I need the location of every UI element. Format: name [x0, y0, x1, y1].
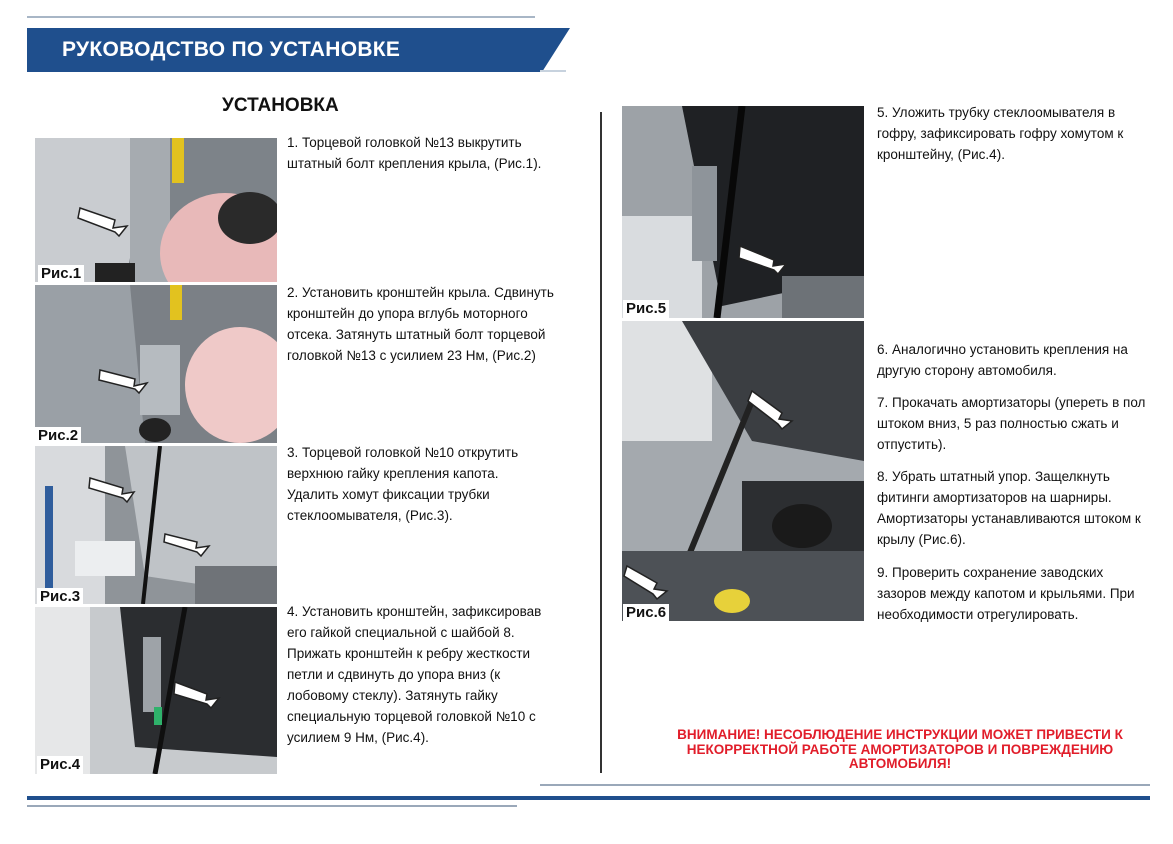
figure-1-caption: Рис.1: [38, 265, 84, 283]
step-6: [877, 339, 1128, 381]
step-4-line: Прижать кронштейн к ребру жесткости: [287, 646, 531, 661]
step-1: [287, 132, 541, 174]
figure-3-caption: Рис.3: [37, 588, 83, 606]
step-2: [287, 282, 554, 366]
footer-stripe-main: [27, 796, 1150, 800]
step-9: [877, 562, 1135, 625]
step-9-line: 9. Проверить сохранение заводских: [877, 565, 1104, 580]
figure-1-photo: [35, 138, 277, 282]
step-3-line: стеклоомывателя, (Рис.3).: [287, 508, 453, 523]
figure-4-image: [35, 607, 277, 774]
figure-2-caption: Рис.2: [35, 427, 81, 445]
step-7: [877, 392, 1145, 455]
figure-5-image: [622, 106, 864, 318]
step-2-line: отсека. Затянуть штатный болт торцевой: [287, 327, 546, 342]
figure-6-image: [622, 321, 864, 621]
figure-3-image: [35, 446, 277, 604]
header-top-line-2: [125, 16, 535, 18]
step-4-line: усилием 9 Нм, (Рис.4).: [287, 730, 429, 745]
step-3: [287, 442, 518, 526]
figure-5-caption: Рис.5: [623, 300, 669, 318]
figure-6-caption: Рис.6: [623, 604, 669, 622]
step-4-line: петли и сдвинуть до упора вниз (к: [287, 667, 501, 682]
step-5: [877, 102, 1123, 165]
footer-stripe-upper: [540, 784, 1150, 786]
section-title: УСТАНОВКА: [222, 95, 339, 116]
step-6-line: 6. Аналогично установить крепления на: [877, 342, 1128, 357]
warning-notice: [650, 728, 1150, 772]
step-6-line: другую сторону автомобиля.: [877, 363, 1057, 378]
column-divider: [600, 112, 602, 773]
step-8-line: фитинги амортизаторов на шарниры.: [877, 490, 1112, 505]
figure-4-photo: [35, 607, 277, 774]
step-2-line: кронштейн до упора вглубь моторного: [287, 306, 528, 321]
step-3-line: верхнюю гайку крепления капота.: [287, 466, 499, 481]
step-4-line: специальную торцевой головкой №10 с: [287, 709, 536, 724]
step-8-line: 8. Убрать штатный упор. Защелкнуть: [877, 469, 1110, 484]
footer-stripe-lower: [27, 805, 517, 807]
warning-line: НЕКОРРЕКТНОЙ РАБОТЕ АМОРТИЗАТОРОВ И ПОВРЕЖДЕНИЮ: [686, 741, 1114, 757]
figure-1-image: [35, 138, 277, 282]
figure-5-photo: [622, 106, 864, 318]
step-2-line: головкой №13 с усилием 23 Нм, (Рис.2): [287, 348, 536, 363]
step-4-line: его гайкой специальной с шайбой 8.: [287, 625, 515, 640]
step-8-line: Амортизаторы устанавливаются штоком к: [877, 511, 1141, 526]
warning-line: ВНИМАНИЕ! НЕСОБЛЮДЕНИЕ ИНСТРУКЦИИ МОЖЕТ ПРИВЕСТИ К: [677, 727, 1123, 742]
figure-3-photo: [35, 446, 277, 604]
figure-6-photo: [622, 321, 864, 621]
step-8-line: крылу (Рис.6).: [877, 532, 966, 547]
step-1-line: штатный болт крепления крыла, (Рис.1).: [287, 156, 542, 171]
step-3-line: Удалить хомут фиксации трубки: [287, 487, 490, 502]
step-1-line: 1. Торцевой головкой №13 выкрутить: [287, 135, 522, 150]
step-5-line: 5. Уложить трубку стеклоомывателя в: [877, 105, 1116, 120]
step-3-line: 3. Торцевой головкой №10 открутить: [287, 445, 519, 460]
step-4: [287, 601, 541, 748]
step-2-line: 2. Установить кронштейн крыла. Сдвинуть: [287, 285, 554, 300]
step-9-line: необходимости отрегулировать.: [877, 607, 1079, 622]
step-8: [877, 466, 1141, 550]
figure-2-image: [35, 285, 277, 443]
step-4-line: лобовому стеклу). Затянуть гайку: [287, 688, 498, 703]
figure-2-photo: [35, 285, 277, 443]
step-5-line: кронштейну, (Рис.4).: [877, 147, 1005, 162]
header-title: РУКОВОДСТВО ПО УСТАНОВКЕ: [62, 38, 401, 61]
step-7-line: штоком вниз, 5 раз полностью сжать и: [877, 416, 1119, 431]
step-7-line: 7. Прокачать амортизаторы (упереть в пол: [877, 395, 1146, 410]
header-accent-line: [540, 70, 566, 72]
warning-line: АВТОМОБИЛЯ!: [848, 756, 952, 771]
step-4-line: 4. Установить кронштейн, зафиксировав: [287, 604, 542, 619]
step-5-line: гофру, зафиксировать гофру хомутом к: [877, 126, 1124, 141]
figure-4-caption: Рис.4: [37, 756, 83, 774]
step-7-line: отпустить).: [877, 437, 947, 452]
header-top-line: [27, 16, 127, 18]
step-9-line: зазоров между капотом и крыльями. При: [877, 586, 1135, 601]
